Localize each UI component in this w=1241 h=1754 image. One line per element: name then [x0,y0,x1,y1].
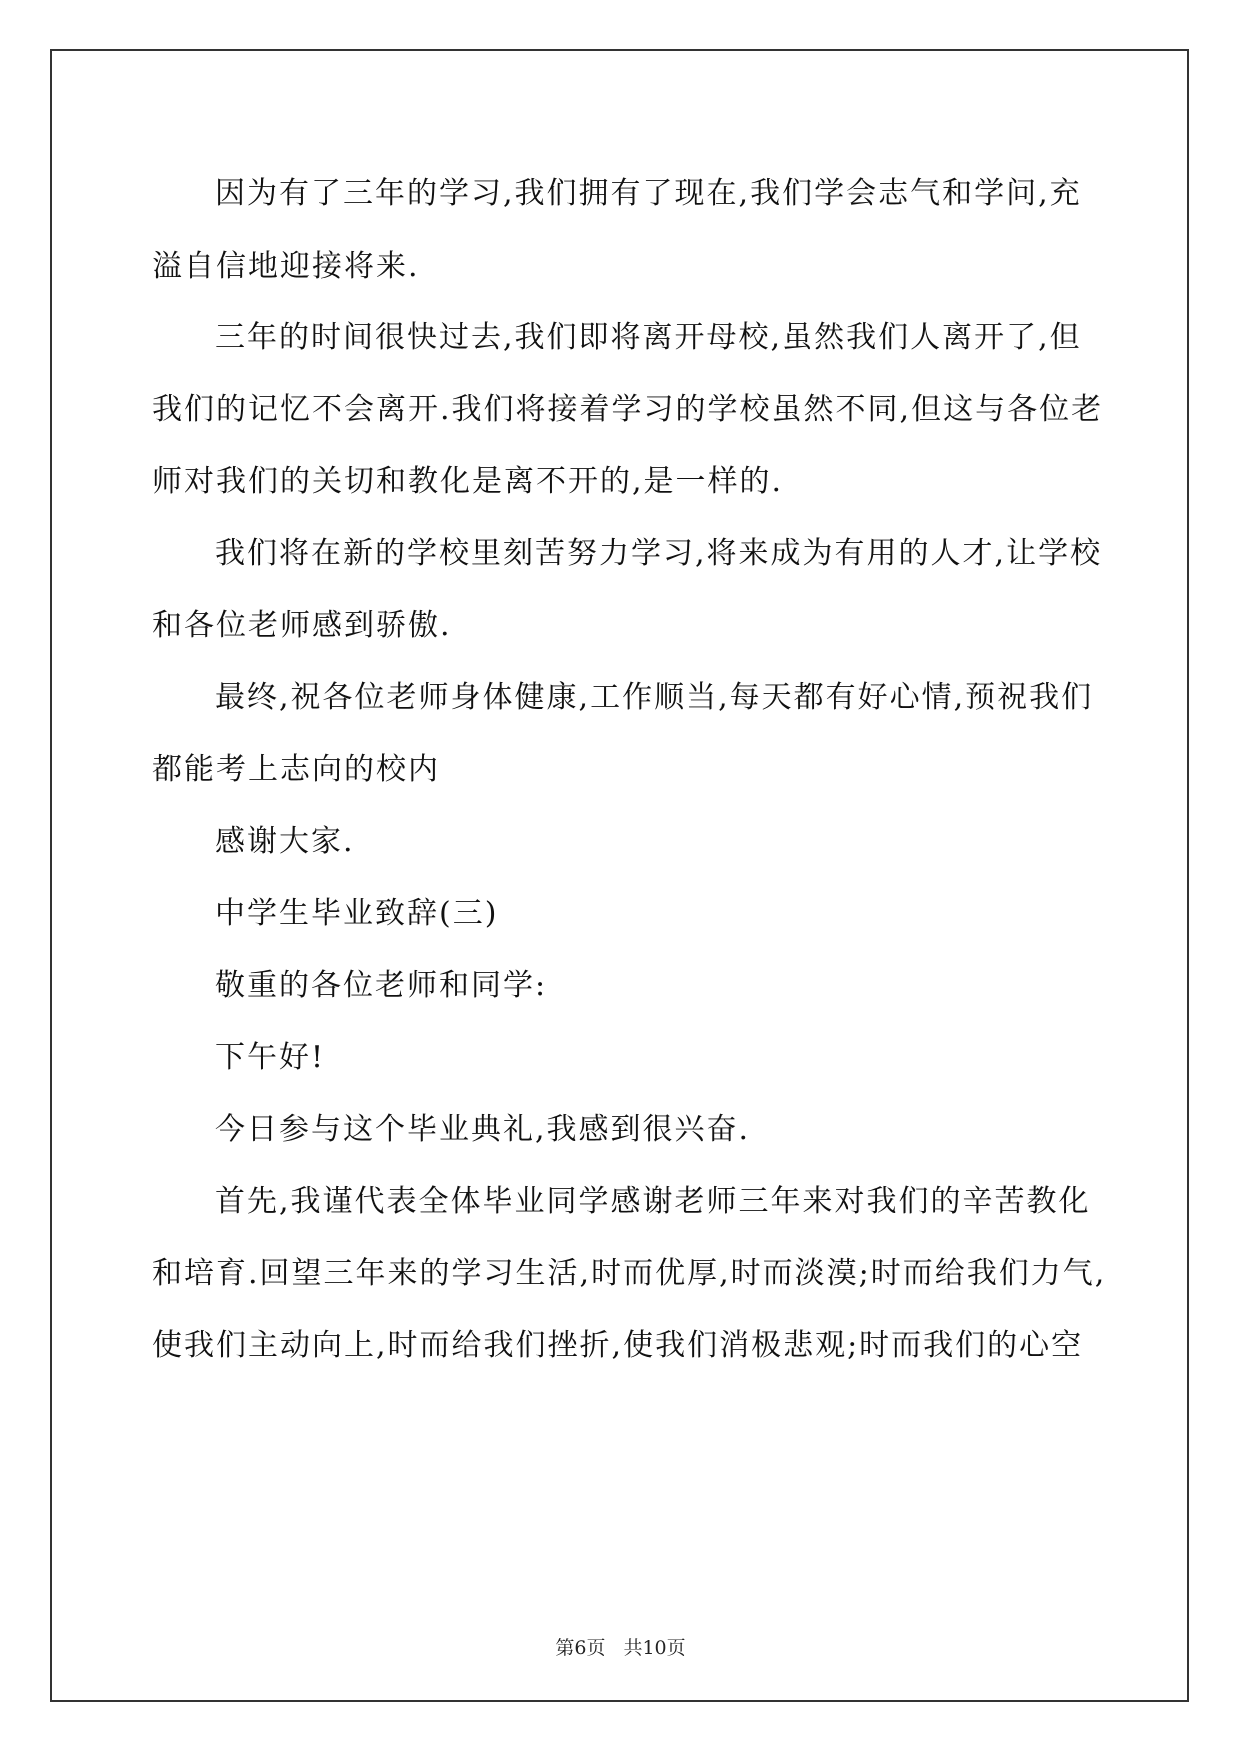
text-line: 使我们主动向上,时而给我们挫折,使我们消极悲观;时而我们的心空 [152,1328,1084,1363]
text-line: 今日参与这个毕业典礼,我感到很兴奋. [215,1112,751,1147]
text-line: 溢自信地迎接将来. [152,249,420,284]
text-line: 我们的记忆不会离开.我们将接着学习的学校虽然不同,但这与各位老 [152,392,1104,427]
page-border [50,49,1189,1702]
text-line: 都能考上志向的校内 [152,752,440,787]
salutation: 敬重的各位老师和同学: [215,968,548,1003]
text-line: 因为有了三年的学习,我们拥有了现在,我们学会志气和学问,充 [215,176,1082,211]
text-line: 首先,我谨代表全体毕业同学感谢老师三年来对我们的辛苦教化 [215,1184,1091,1219]
page-number: 第6页 [555,1637,606,1659]
page-footer [0,1633,1241,1660]
text-line: 师对我们的关切和教化是离不开的,是一样的. [152,464,784,499]
greeting: 下午好! [215,1040,326,1075]
page-total: 共10页 [623,1637,686,1659]
text-line: 三年的时间很快过去,我们即将离开母校,虽然我们人离开了,但 [215,320,1082,355]
section-heading: 中学生毕业致辞(三) [215,896,499,931]
text-line: 和各位老师感到骄傲. [152,608,452,643]
text-line: 最终,祝各位老师身体健康,工作顺当,每天都有好心情,预祝我们 [215,680,1094,715]
text-line: 和培育.回望三年来的学习生活,时而优厚,时而淡漠;时而给我们力气, [152,1256,1107,1291]
text-line: 感谢大家. [215,824,355,859]
text-line: 我们将在新的学校里刻苦努力学习,将来成为有用的人才,让学校 [215,536,1103,571]
